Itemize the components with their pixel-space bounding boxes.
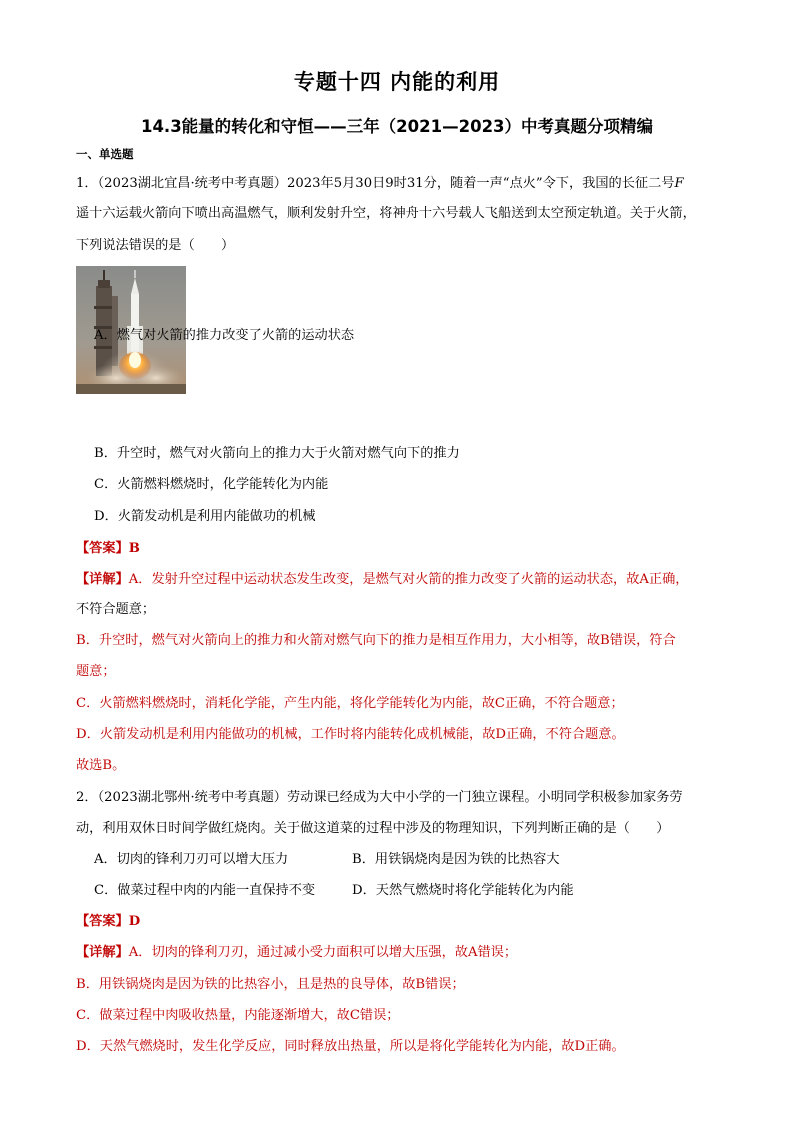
question-2-detail-line-4: D．天然气燃烧时，发生化学反应，同时释放出热量，所以是将化学能转化为内能，故D正确。 bbox=[76, 1039, 625, 1054]
question-1-option-a: A．燃气对火箭的推力改变了火箭的运动状态 bbox=[94, 328, 355, 343]
question-2-line-2: 动，利用双休日时间学做红烧肉。关于做这道菜的过程中涉及的物理知识，下列判断正确的是（ ） bbox=[76, 821, 670, 836]
question-2-detail-text-1: A．切肉的锋利刀刃，通过减小受力面积可以增大压强，故A错误； bbox=[128, 945, 518, 960]
page-title: 专题十四 内能的利用 bbox=[293, 70, 501, 94]
question-2-option-a: A．切肉的锋利刀刃可以增大压力 bbox=[94, 852, 289, 867]
question-1-line-2: 遥十六运载火箭向下喷出高温燃气，顺利发射升空，将神舟十六号载人飞船送到太空预定轨道。关于火箭， bbox=[76, 206, 696, 221]
question-1-line-1 bbox=[76, 172, 684, 191]
section-heading: 一、单选题 bbox=[76, 147, 134, 161]
question-1-option-b: B．升空时，燃气对火箭向上的推力大于火箭对燃气向下的推力 bbox=[94, 446, 460, 461]
question-1-line-3: 下列说法错误的是（ ） bbox=[76, 238, 235, 253]
question-2-detail-line-3: C．做菜过程中肉吸收热量，内能逐渐增大，故C错误； bbox=[76, 1008, 400, 1023]
question-1-option-c: C．火箭燃料燃烧时，化学能转化为内能 bbox=[94, 477, 329, 492]
question-2-option-b: B．用铁锅烧肉是因为铁的比热容大 bbox=[352, 852, 560, 867]
question-2-detail-line-2: B．用铁锅烧肉是因为铁的比热容小，且是热的良导体，故B错误； bbox=[76, 977, 465, 992]
question-1-option-d: D．火箭发动机是利用内能做功的机械 bbox=[94, 509, 316, 524]
question-1-answer bbox=[76, 537, 140, 556]
question-1-detail-text-1: A．发射升空过程中运动状态发生改变，是燃气对火箭的推力改变了火箭的运动状态，故A正确， bbox=[128, 572, 689, 587]
question-1-detail-line-5: C．火箭燃料燃烧时，消耗化学能，产生内能，将化学能转化为内能，故C正确，不符合题意； bbox=[76, 696, 624, 711]
question-1-detail-line-2: 不符合题意； bbox=[76, 602, 156, 617]
question-2-answer bbox=[76, 910, 140, 929]
question-1-detail-line-3: B．升空时，燃气对火箭向上的推力和火箭对燃气向下的推力是相互作用力，大小相等，故B错误，符合 bbox=[76, 633, 676, 648]
question-2-detail-line-1 bbox=[76, 941, 517, 960]
question-2-option-c: C．做菜过程中肉的内能一直保持不变 bbox=[94, 883, 316, 898]
question-2-answer-text: 【答案】D bbox=[76, 914, 141, 929]
question-1-stem-a: 1．（2023湖北宜昌·统考中考真题）2023年5月30日9时31分，随着一声“点火”令下，我国的长征二号 bbox=[76, 176, 675, 191]
question-1-stem-f: F bbox=[674, 176, 684, 191]
question-2-line-1: 2．（2023湖北鄂州·统考中考真题）劳动课已经成为大中小学的一门独立课程。小明同学积极参加家务劳 bbox=[76, 790, 683, 805]
question-1-detail-line-1 bbox=[76, 568, 688, 587]
question-1-detail-label: 【详解】 bbox=[76, 572, 129, 587]
question-1-detail-line-6: D．火箭发动机是利用内能做功的机械，工作时将内能转化成机械能，故D正确，不符合题意。 bbox=[76, 727, 625, 742]
question-1-detail-line-7: 故选B。 bbox=[76, 758, 126, 773]
question-2-option-d: D．天然气燃烧时将化学能转化为内能 bbox=[352, 883, 574, 898]
question-2-detail-label: 【详解】 bbox=[76, 945, 129, 960]
question-1-detail-line-4: 题意； bbox=[76, 664, 116, 679]
question-1-answer-text: 【答案】B bbox=[76, 541, 140, 556]
page-subtitle: 14.3能量的转化和守恒——三年（2021—2023）中考真题分项精编 bbox=[140, 117, 654, 136]
